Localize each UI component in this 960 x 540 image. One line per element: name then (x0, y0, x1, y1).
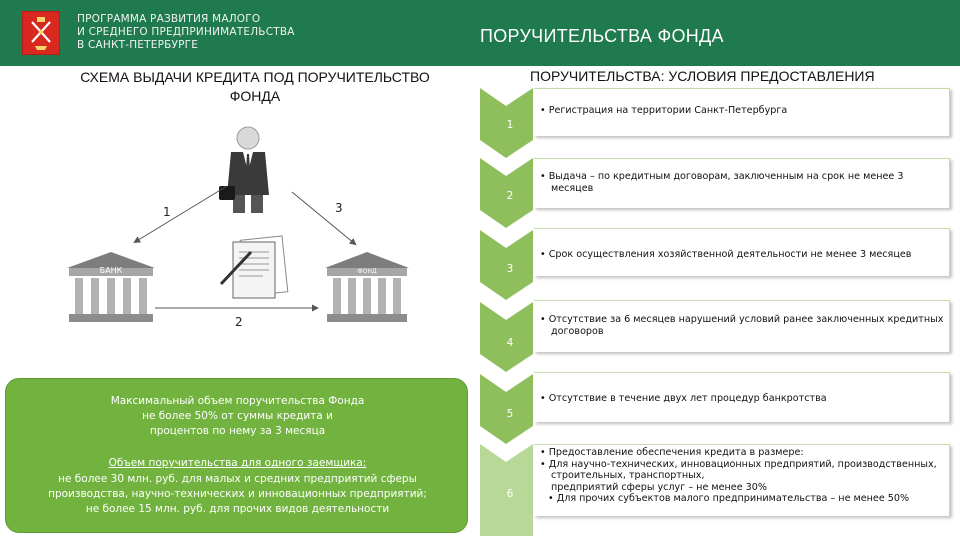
condition-6-line-3: строительных, транспортных, (551, 470, 705, 482)
condition-item-3 (534, 228, 950, 276)
steps-chevron-column (478, 88, 538, 538)
arrow-1 (135, 186, 227, 242)
bank-label: БАНК (99, 266, 123, 275)
scheme-title-line-2: ФОНДА (229, 88, 281, 104)
org-name-line-2: И СРЕДНЕГО ПРЕДПРИНИМАТЕЛЬСТВА (77, 26, 295, 38)
condition-4-line-2: договоров (551, 325, 604, 337)
step-number-5: 5 (506, 408, 514, 420)
fund-label: ФОНД (357, 268, 377, 275)
guarantee-limits-box (5, 378, 468, 533)
per-borrower-line-2: производства, научно-технических и инновационных предприятий; (48, 488, 427, 500)
max-volume-line-2: не более 50% от суммы кредита и (142, 410, 333, 422)
org-name-line-1: ПРОГРАММА РАЗВИТИЯ МАЛОГО (77, 13, 261, 25)
step-number-2: 2 (506, 190, 514, 202)
condition-item-2 (534, 158, 950, 208)
condition-6-line-2: • Для научно-технических, инновационных предприятий, производственных, (540, 458, 937, 470)
max-volume-line-3: процентов по нему за 3 месяца (149, 425, 326, 437)
condition-5-line-1: • Отсутствие в течение двух лет процедур банкротства (540, 393, 827, 404)
condition-6-line-4: предприятий сферы услуг – не менее 30% (551, 481, 767, 493)
condition-3-line-1: • Срок осуществления хозяйственной деятельности не менее 3 месяцев (540, 249, 912, 260)
arrow-label-1: 1 (163, 205, 171, 219)
coat-of-arms-logo (22, 11, 60, 55)
condition-item-4 (534, 300, 950, 352)
condition-4-line-1: • Отсутствие за 6 месяцев нарушений условий ранее заключенных кредитных (540, 314, 944, 325)
step-number-6: 6 (506, 488, 514, 500)
arrow-3 (292, 192, 355, 244)
scheme-title (40, 68, 470, 106)
step-number-1: 1 (506, 119, 514, 131)
scheme-title-line-1: СХЕМА ВЫДАЧИ КРЕДИТА ПОД ПОРУЧИТЕЛЬСТВО (80, 69, 430, 85)
condition-2-line-2: месяцев (551, 182, 594, 194)
condition-6-line-1: • Предоставление обеспечения кредита в размере: (540, 447, 804, 458)
credit-scheme-diagram (55, 120, 425, 340)
condition-item-5 (534, 372, 950, 422)
conditions-title: ПОРУЧИТЕЛЬСТВА: УСЛОВИЯ ПРЕДОСТАВЛЕНИЯ (530, 68, 875, 84)
condition-2-line-1: • Выдача – по кредитным договорам, заключенным на срок не менее 3 (540, 171, 904, 182)
per-borrower-heading: Объем поручительства для одного заемщика: (108, 457, 367, 469)
arrow-label-3: 3 (335, 201, 343, 215)
condition-1-line-1: • Регистрация на территории Санкт-Петербурга (540, 105, 788, 116)
page-title: ПОРУЧИТЕЛЬСТВА ФОНДА (480, 26, 724, 46)
per-borrower-line-1: не более 30 млн. руб. для малых и средних предприятий сферы (58, 473, 417, 485)
businessman-icon (219, 127, 269, 213)
step-number-4: 4 (506, 337, 514, 349)
condition-item-6 (534, 444, 950, 516)
bank-building-icon (67, 252, 155, 322)
header-bar (0, 0, 960, 66)
fund-building-icon (325, 252, 409, 322)
condition-6-line-5: • Для прочих субъектов малого предпринимательства – не менее 50% (548, 493, 910, 505)
max-volume-line-1: Максимальный объем поручительства Фонда (110, 395, 365, 407)
per-borrower-line-3: не более 15 млн. руб. для прочих видов деятельности (85, 503, 390, 515)
step-number-3: 3 (506, 263, 514, 275)
arrow-label-2: 2 (235, 315, 243, 329)
condition-item-1 (534, 88, 950, 136)
contract-document-icon (221, 236, 288, 298)
org-name-line-3: В САНКТ-ПЕТЕРБУРГЕ (77, 39, 199, 51)
